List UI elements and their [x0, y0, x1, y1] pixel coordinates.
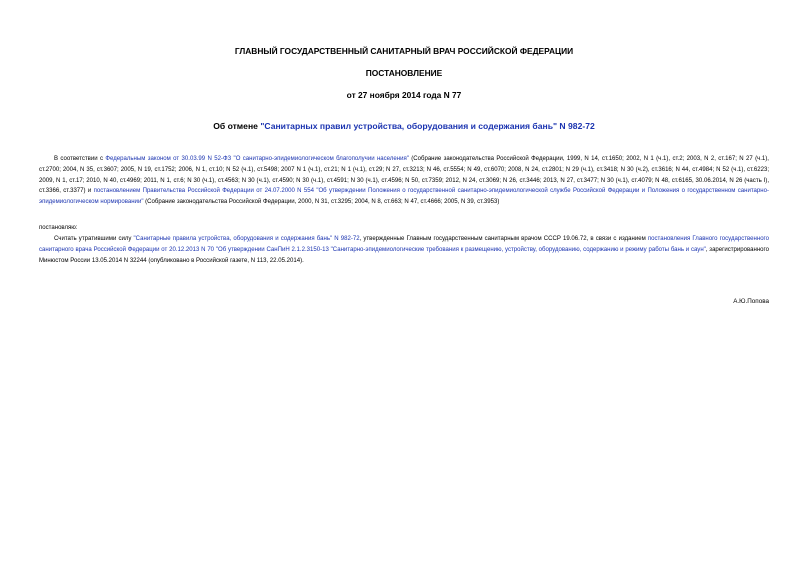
title-prefix: Об отмене: [213, 121, 261, 131]
body-text-3: , зарегистрированного Минюстом России 13.05.2014 N 32244 (опубликовано в Российской газете, N 113, 22.05.2014).: [39, 246, 769, 264]
title-rules-link[interactable]: "Санитарных правил устройства, оборудования и содержания бань" N 982-72: [260, 121, 595, 131]
sanitary-rules-link[interactable]: "Санитарные правила устройства, оборудования и содержания бань" N 982-72: [133, 236, 360, 242]
preamble-paragraph: [39, 154, 769, 208]
document-type: ПОСТАНОВЛЕНИЕ: [365, 68, 443, 78]
signature: А.Ю.Попова: [733, 298, 769, 305]
preamble-text-3: (Собрание законодательства Российской Федерации, 2000, N 31, ст.3295; 2004, N 8, ст.663; N 47, ст.4666; 2005, N 39, ст.3953): [143, 199, 500, 206]
resolve-label: постановляю:: [39, 225, 78, 231]
government-resolution-link[interactable]: постановлением Правительства Российской Федерации от 24.07.2000 N 554 "Об утверждении Положения о государственной санитарно-эпидемиологической службе Российской Федерации и Положения о государственном санитарно-эпидемиологическом нормировании": [39, 188, 769, 206]
body-text-2: , утвержденные Главным государственным санитарным врачом СССР 19.06.72, в связи с изданием: [359, 236, 648, 242]
document-date-number: от 27 ноября 2014 года N 77: [346, 90, 462, 100]
federal-law-link[interactable]: Федеральным законом от 30.03.99 N 52-ФЗ "О санитарно-эпидемиологическом благополучии населения": [105, 156, 409, 162]
preamble-text-1: В соответствии с: [54, 156, 106, 162]
body-paragraph: [39, 234, 769, 266]
document-page: [39, 0, 769, 571]
preamble-text-2: (Собрание законодательства Российской Федерации, 1999, N 14, ст.1650; 2002, N 1 (ч.1), ст.2; 2003, N 2, ст.167; N 27 (ч.1), ст.2700; 2004, N 35, ст.3607; 2005, N 19, ст.1752; 2006, N 1, ст.10; N 52 (ч.1), ст.5498; 2007 N 1 (ч.1), ст.21; N 1 (ч.1), ст.29; N 27, ст.3213; N 46, ст.5554; N 49, ст.6070; 2008, N 24, ст.2801; N 29 (ч.1), ст.3418; N 30 (ч.2), ст.3616; N 44, ст.4984; N 52 (ч.1), ст.6223; 2009, N 1, ст.17; 2010, N 40, ст.4969; 2011, N 1, ст.6; N 30 (ч.1), ст.4563; N 30 (ч.1), ст.4590; N 30 (ч.1), ст.4591; N 30 (ч.1), ст.4596; N 50, ст.7359; 2012, N 24, ст.3069; N 26, ст.3446; 2013, N 27, ст.3477; N 30 (ч.1), ст.4079; N 48, ст.6165, 30.06.2014, N 26 (часть I), ст.3366, ст.3377) и: [39, 156, 769, 195]
sanpin-resolution-link[interactable]: постановления Главного государственного санитарного врача Российской Федерации от 20.12.2013 N 70 "Об утверждении СанПиН 2.1.2.3150-13 "Санитарно-эпидемиологические требования к размещению, устройству, оборудованию, содержанию и режиму работы бань и саун": [39, 236, 769, 253]
issuing-authority: ГЛАВНЫЙ ГОСУДАРСТВЕННЫЙ САНИТАРНЫЙ ВРАЧ РОССИЙСКОЙ ФЕДЕРАЦИИ: [234, 46, 574, 56]
document-title: [39, 121, 769, 132]
body-text-1: Считать утратившими силу: [54, 236, 134, 242]
